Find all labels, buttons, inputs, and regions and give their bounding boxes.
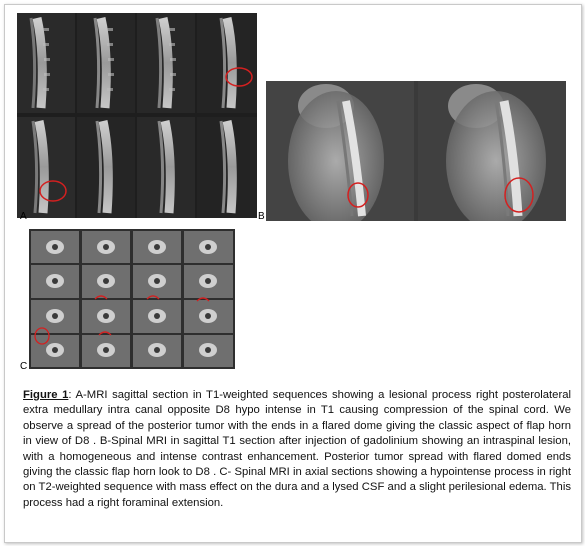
panel-b-image — [266, 81, 566, 221]
panel-a-letter: A — [20, 211, 27, 222]
caption-text: : A-MRI sagittal section in T1-weighted sequences showing a lesional process right posterolateral extra medullary intra canal opposite D8 hypo intense in T1 causing compression of the spinal cord. We observe a spread of the posterior tumor with the ends in a flared dome giving the classic aspect of flap horn in view of D8 . B-Spinal MRI in sagittal T1 section after injection of gadolinium showing an intraspinal lesion, with a homogeneous and intense contrast enhancement. Posterior tumor spread with flared domed ends giving the classic flap horn look to D8 . C- Spinal MRI in axial sections showing a hypointense process in right on T2-weighted sequence with mass effect on the dura and a lysed CSF and a slight perilesional edema. This process had a right foraminal extension. — [23, 389, 572, 509]
figure-frame — [4, 4, 582, 543]
panel-c-mri-axial — [29, 229, 235, 369]
panel-b-mri-gadolinium — [266, 81, 566, 221]
panel-b-letter: B — [258, 211, 265, 222]
caption-label: Figure 1 — [23, 389, 69, 401]
panel-c-image — [29, 229, 235, 369]
panel-a-mri-sagittal — [17, 13, 257, 218]
figure-caption — [23, 388, 571, 511]
panel-a-bottom-row — [17, 117, 257, 218]
panel-a-image — [17, 13, 257, 218]
panel-a-top-row — [17, 13, 257, 113]
panel-c-letter: C — [20, 361, 28, 372]
